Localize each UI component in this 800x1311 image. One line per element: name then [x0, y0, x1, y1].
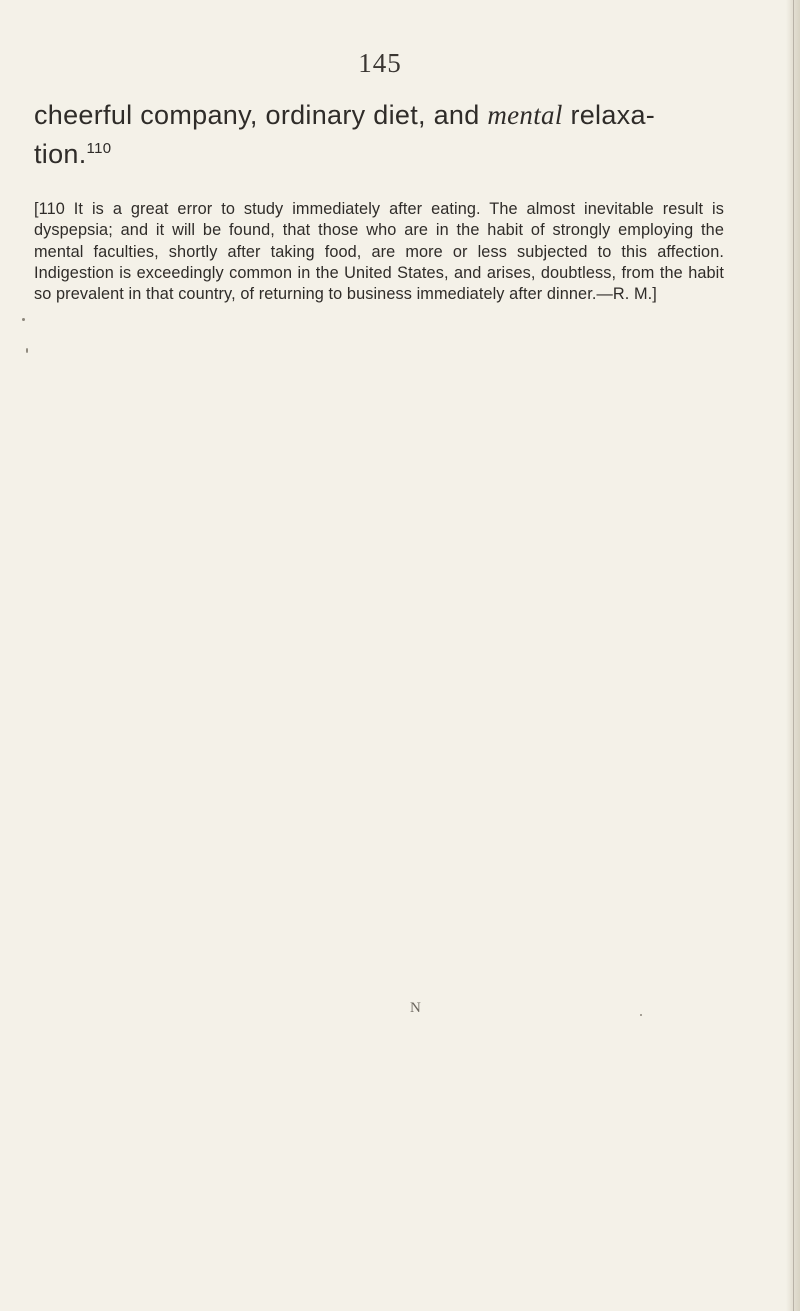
footnote: [110 It is a great error to study immediately after eating. The almost inevitable result is dyspepsia; and it will be found, that those who are in the habit of strongly employing the mental faculties, shortly after taking food, are more or less subjected to this affection. Indigestion is exceedingly common in the United States, and arises, doubtless, from the habit so prevalent in that country, of returning to business immediately after dinner.—R. M.]	[34, 200, 724, 304]
footnote-reference: 110	[86, 140, 112, 157]
paper-speck	[26, 348, 28, 353]
paper-speck	[22, 318, 25, 321]
body-paragraph	[34, 96, 724, 174]
page-number: 145	[358, 48, 402, 78]
signature-mark: N	[410, 1000, 421, 1016]
page-edge-line	[793, 0, 794, 1311]
body-text-end: relaxa- tion.	[34, 100, 656, 169]
paper-speck	[640, 1014, 642, 1016]
body-text-start: cheerful company, ordinary diet, and	[34, 100, 488, 130]
body-text-italic: mental	[487, 100, 563, 130]
